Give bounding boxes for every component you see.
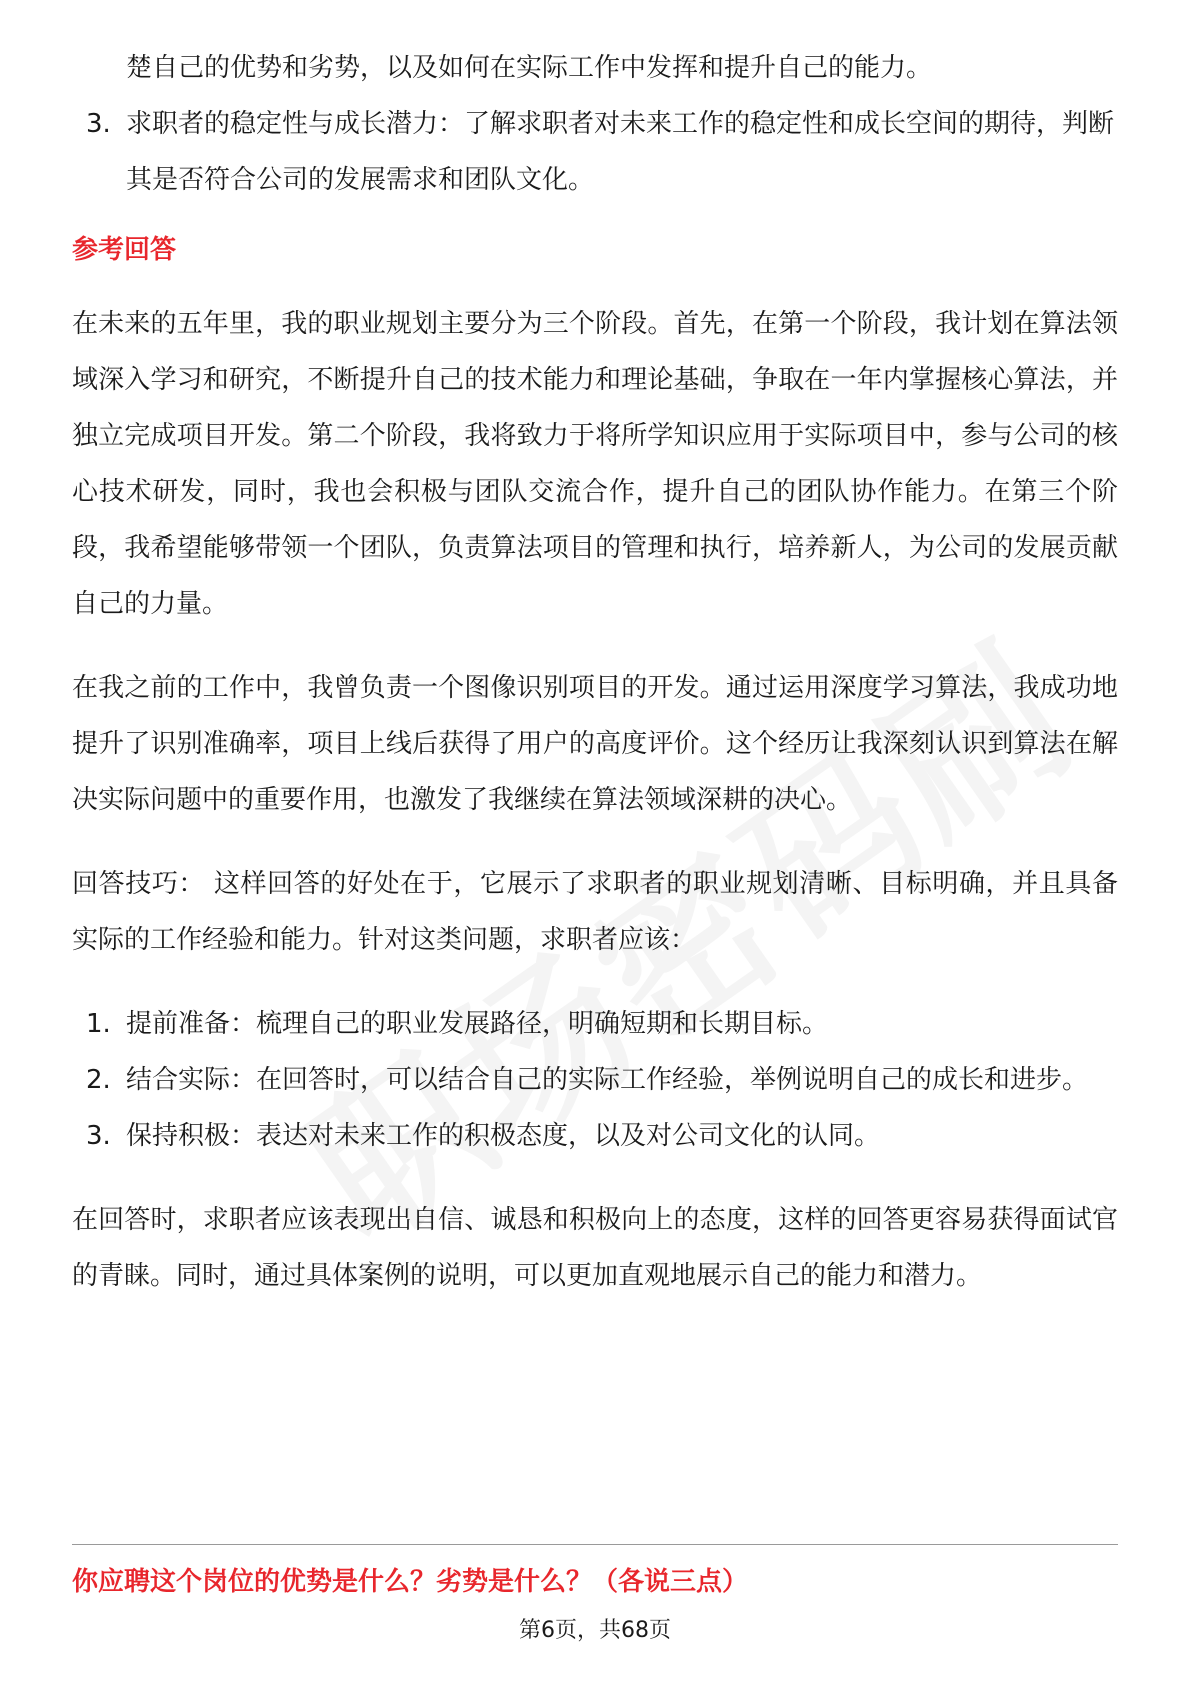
list-item-text: 保持积极：表达对未来工作的积极态度，以及对公司文化的认同。 — [126, 1121, 881, 1151]
answer-paragraph: 在我之前的工作中，我曾负责一个图像识别项目的开发。通过运用深度学习算法，我成功地提升了识别准确率，项目上线后获得了用户的高度评价。这个经历让我深刻认识到算法在解决实际问题中的重要作用，也激发了我继续在算法领域深耕的决心。 — [72, 673, 1118, 815]
answer-paragraph: 在未来的五年里，我的职业规划主要分为三个阶段。首先，在第一个阶段，我计划在算法领域深入学习和研究，不断提升自己的技术能力和理论基础，争取在一年内掌握核心算法，并独立完成项目开发。第二个阶段，我将致力于将所学知识应用于实际项目中，参与公司的核心技术研发，同时，我也会积极与团队交流合作，提升自己的团队协作能力。在第三个阶段，我希望能够带领一个团队，负责算法项目的管理和执行，培养新人，为公司的发展贡献自己的力量。 — [72, 309, 1118, 619]
list-item-text: 结合实际：在回答时，可以结合自己的实际工作经验，举例说明自己的成长和进步。 — [126, 1065, 1089, 1095]
intro-list — [72, 40, 1118, 208]
reference-answer-heading: 参考回答 — [72, 235, 177, 265]
list-item-number: 3. — [86, 1121, 111, 1151]
list-item — [72, 996, 1118, 1052]
list-item — [72, 1052, 1118, 1108]
list-item-text: 提前准备：梳理自己的职业发展路径，明确短期和长期目标。 — [126, 1009, 829, 1039]
list-item — [72, 40, 1118, 96]
list-item-number: 2. — [86, 1065, 111, 1095]
list-item-text: 楚自己的优势和劣势，以及如何在实际工作中发挥和提升自己的能力。 — [126, 53, 933, 83]
next-question-heading: 你应聘这个岗位的优势是什么？劣势是什么？（各说三点） — [72, 1567, 749, 1597]
list-item-number: 3. — [86, 109, 111, 139]
page-content — [72, 40, 1118, 1304]
list-item-number: 1. — [86, 1009, 111, 1039]
page-number-label: 第6页，共68页 — [519, 1618, 671, 1643]
tips-list — [72, 996, 1118, 1164]
list-item — [72, 1108, 1118, 1164]
list-item — [72, 96, 1118, 208]
closing-paragraph: 在回答时，求职者应该表现出自信、诚恳和积极向上的态度，这样的回答更容易获得面试官的青睐。同时，通过具体案例的说明，可以更加直观地展示自己的能力和潜力。 — [72, 1205, 1118, 1291]
section-divider — [72, 1544, 1118, 1545]
page-footer — [0, 1614, 1190, 1648]
tips-intro-paragraph: 回答技巧： 这样回答的好处在于，它展示了求职者的职业规划清晰、目标明确，并且具备实际的工作经验和能力。针对这类问题，求职者应该： — [72, 869, 1118, 955]
list-item-text: 求职者的稳定性与成长潜力：了解求职者对未来工作的稳定性和成长空间的期待，判断其是否符合公司的发展需求和团队文化。 — [126, 109, 1115, 195]
